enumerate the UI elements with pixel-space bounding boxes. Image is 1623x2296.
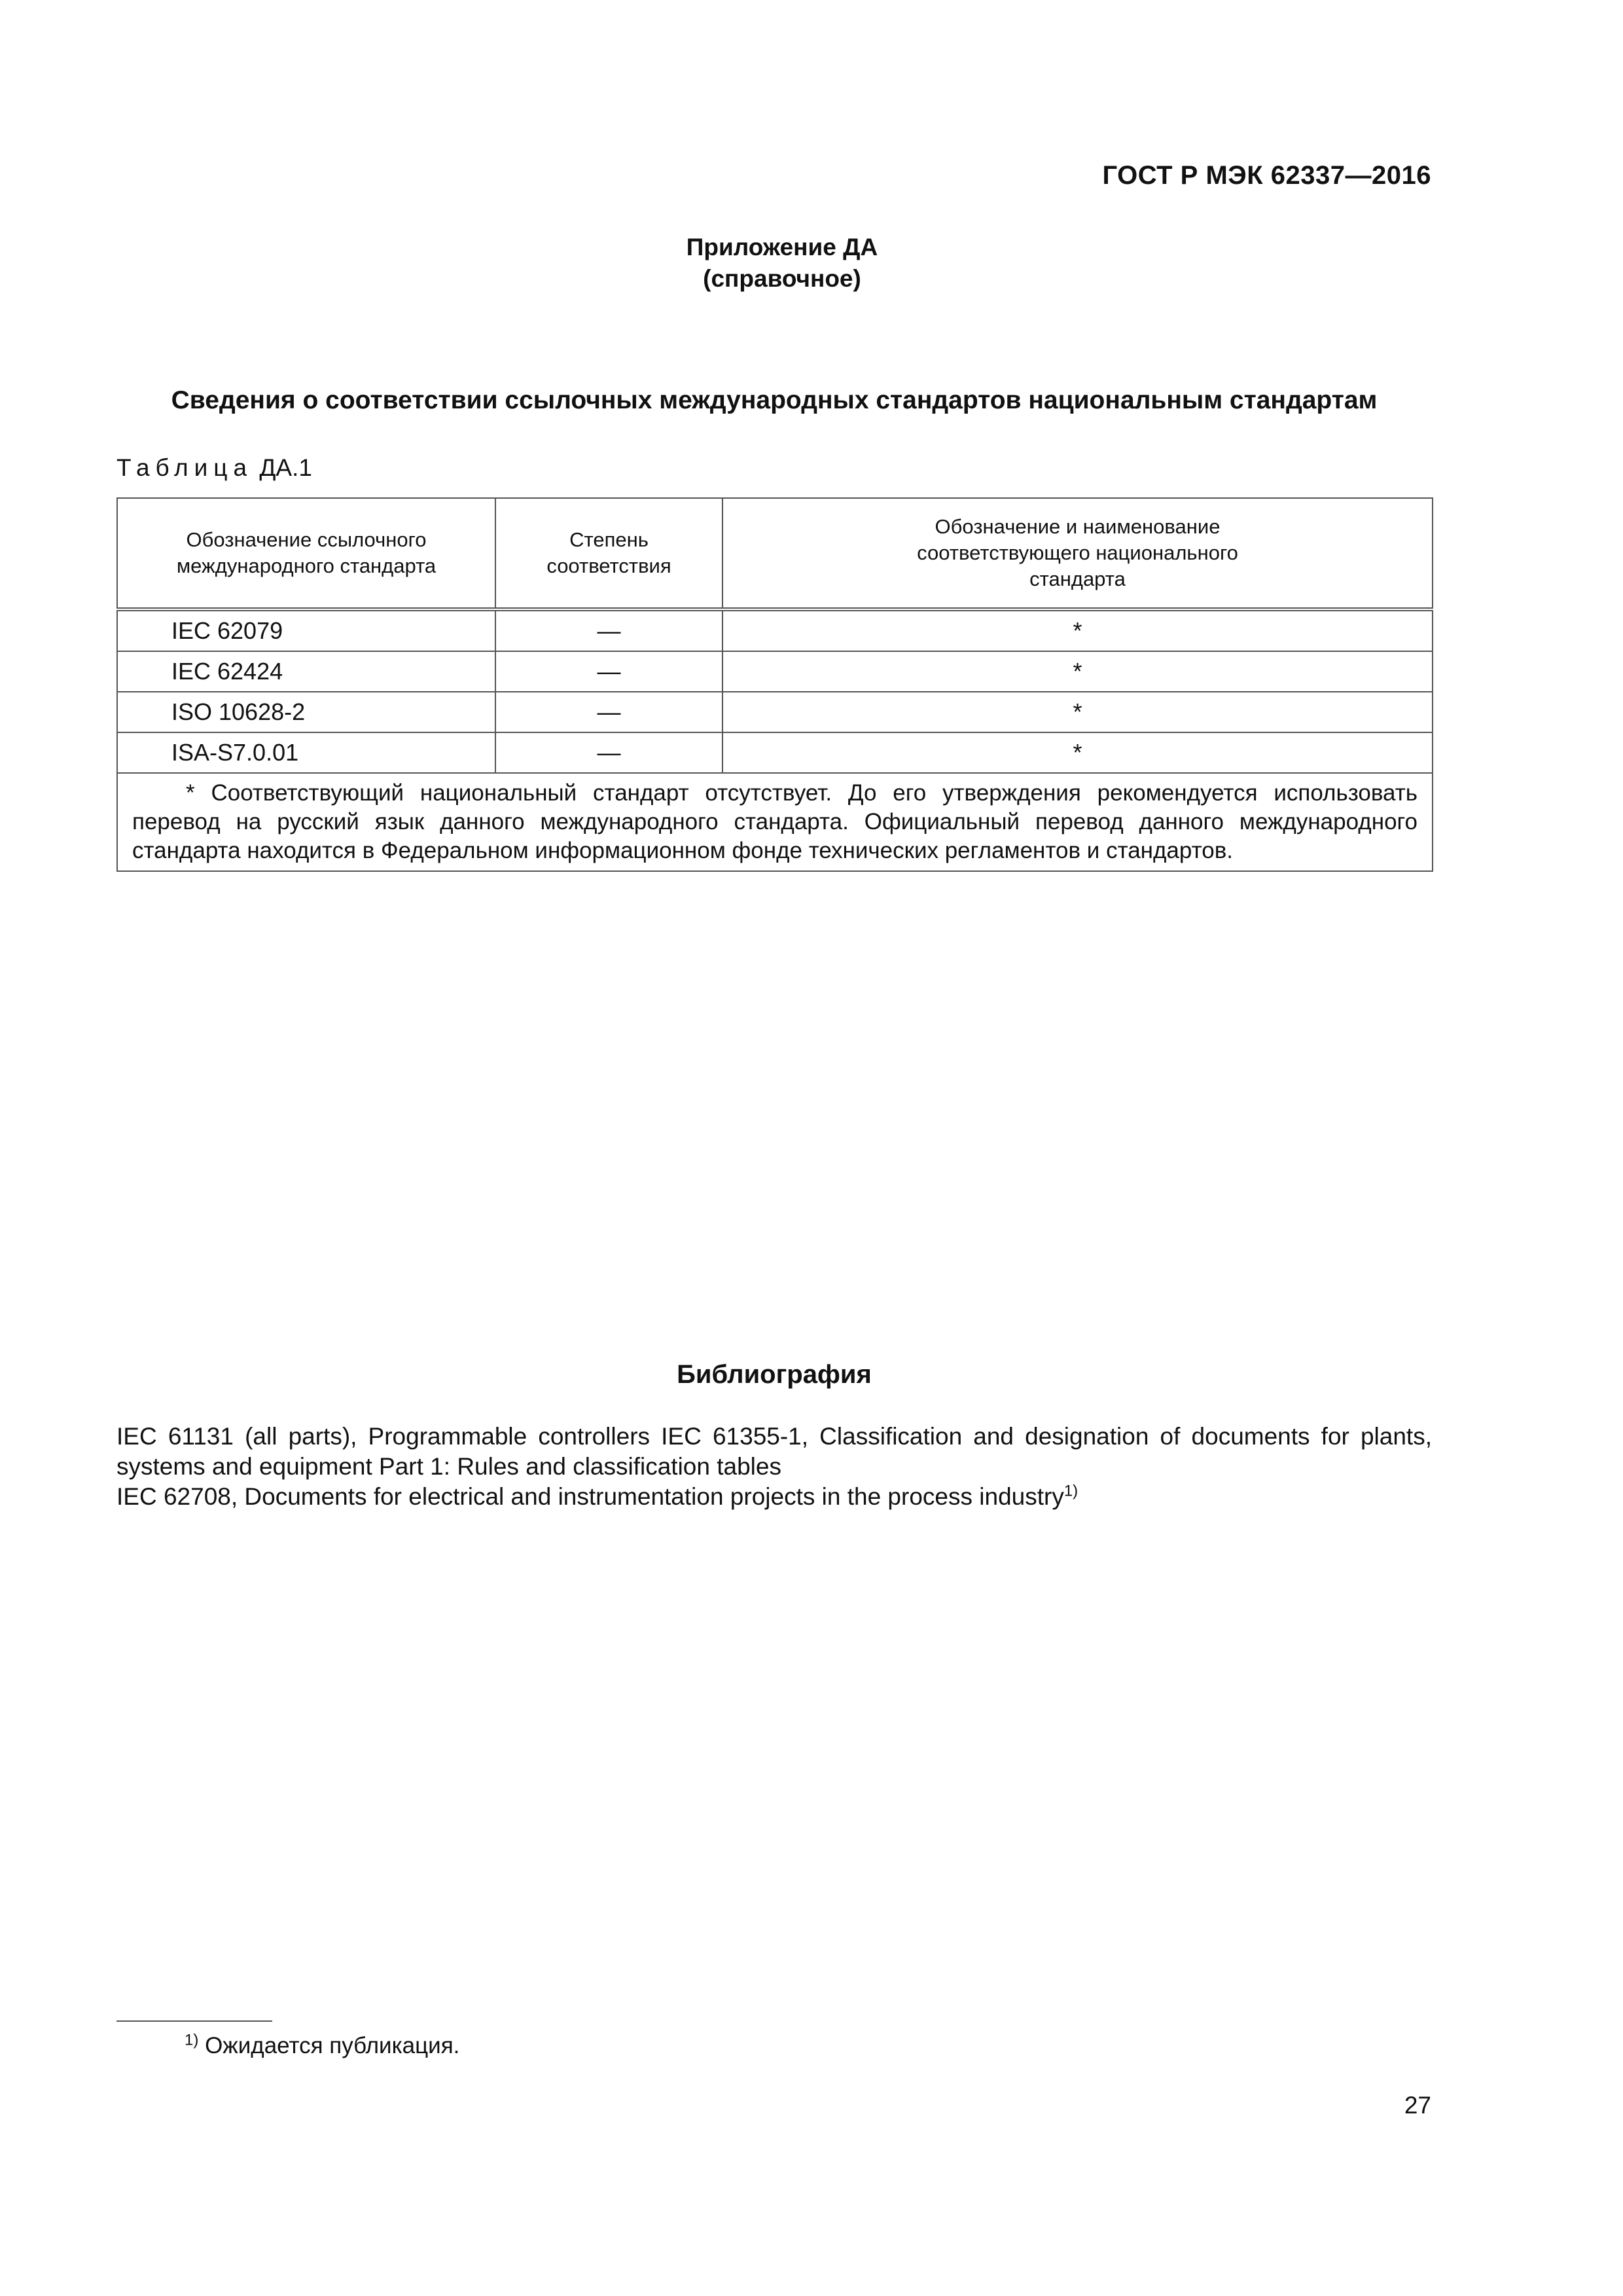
correspondence-table [116,497,1433,872]
annex-heading [0,232,1564,295]
cell-national: * [722,651,1433,692]
cell-degree: — [495,732,722,773]
header-degree-of-correspondence: Степень соответствия [495,498,722,609]
header-national-standard: Обозначение и наименование соответствующего национального стандарта [722,498,1433,609]
bibliography-entry [116,1482,1432,1512]
bibliography-title: Библиография [677,1360,872,1389]
page-number: 27 [1404,2092,1431,2119]
annex-title: Приложение ДА [686,234,878,260]
cell-degree: — [495,609,722,651]
cell-standard: ISA-S7.0.01 [117,732,495,773]
table-note: * Соответствующий национальный стандарт отсутствует. До его утверждения рекомендуется использовать перевод на русский язык данного международного стандарта. Официальный перевод данного международного стандарта находится в Федеральном информационном фонде технических регламентов и стандартов. [117,773,1433,871]
cell-national: * [722,692,1433,732]
table-row [117,692,1433,732]
table-row [117,651,1433,692]
cell-national: * [722,732,1433,773]
cell-standard: ISO 10628-2 [117,692,495,732]
cell-standard: IEC 62424 [117,651,495,692]
footnote [185,2033,459,2059]
table-row [117,609,1433,651]
table-header-row [117,498,1433,609]
document-code: ГОСТ Р МЭК 62337—2016 [1102,161,1431,190]
section-title: Сведения о соответствии ссылочных международных стандартов национальным стандартам [171,386,1378,414]
footnote-divider [116,2020,272,2022]
bibliography-entry-text: IEC 62708, Documents for electrical and instrumentation projects in the process industry [116,1483,1064,1510]
footnote-text: Ожидается публикация. [205,2033,460,2058]
table-caption [116,454,312,482]
bibliography-entry [116,1422,1432,1482]
bibliography-list [116,1422,1432,1512]
table-note-row [117,773,1433,871]
cell-standard: IEC 62079 [117,609,495,651]
table-row [117,732,1433,773]
cell-degree: — [495,692,722,732]
table-caption-word: Таблица [116,454,253,481]
cell-degree: — [495,651,722,692]
annex-subtitle: (справочное) [703,265,861,292]
bibliography-entry-text: IEC 61131 (all parts), Programmable controllers IEC 61355-1, Classification and designation of documents for plants, systems and equipment Part 1: Rules and classification tables [116,1423,1432,1480]
header-international-standard: Обозначение ссылочного международного стандарта [117,498,495,609]
footnote-reference: 1) [1063,1482,1079,1500]
footnote-marker: 1) [185,2031,199,2049]
table-caption-number: ДА.1 [259,454,312,481]
cell-national: * [722,609,1433,651]
